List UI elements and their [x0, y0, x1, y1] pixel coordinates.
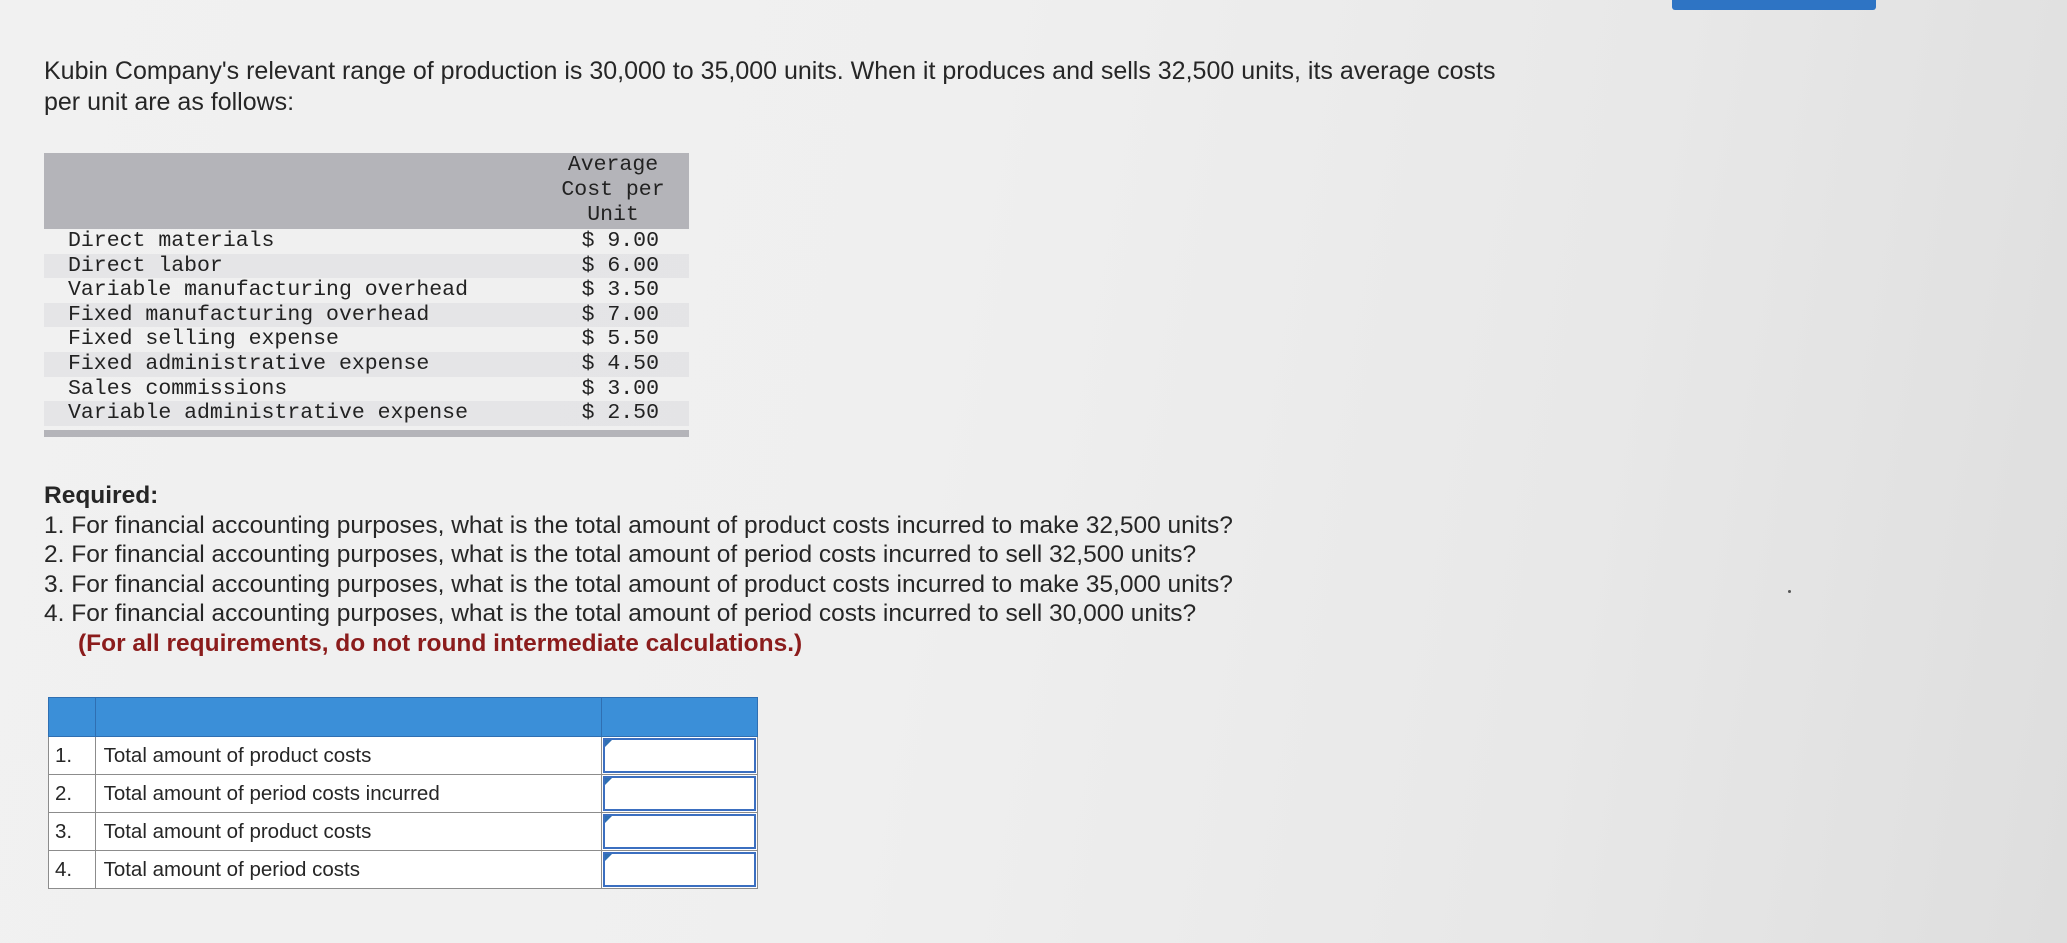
- table-row: [44, 401, 689, 426]
- cost-label: Variable administrative expense: [68, 401, 468, 426]
- answer-table-header: [49, 698, 758, 737]
- average-cost-column-header: Average Cost per Unit: [561, 153, 665, 227]
- problem-intro: [44, 56, 1584, 118]
- cost-label: Fixed administrative expense: [68, 351, 430, 376]
- table-row: [44, 327, 689, 352]
- table-row: [49, 813, 758, 851]
- required-item-2: 2. For financial accounting purposes, what is the total amount of period costs incurred to sell 32,500 units?: [44, 541, 1197, 568]
- period-costs-32500-input[interactable]: [603, 776, 756, 811]
- intro-line-2: per unit are as follows:: [44, 88, 295, 116]
- answer-row-label: Total amount of product costs: [95, 737, 601, 775]
- cost-label: Fixed manufacturing overhead: [68, 302, 430, 327]
- answer-row-number: 4.: [49, 851, 96, 889]
- cost-table-header: [44, 153, 689, 229]
- cost-label: Fixed selling expense: [68, 327, 339, 352]
- table-row: [44, 303, 689, 328]
- table-row: [44, 278, 689, 303]
- table-row: [49, 737, 758, 775]
- answer-row-label: Total amount of product costs: [95, 813, 601, 851]
- cost-value: $ 7.00: [581, 302, 659, 327]
- table-row: [44, 352, 689, 377]
- answer-row-label: Total amount of period costs incurred: [95, 775, 601, 813]
- required-item-4: 4. For financial accounting purposes, what is the total amount of period costs incurred to sell 30,000 units?: [44, 600, 1197, 627]
- table-row: [49, 851, 758, 889]
- answer-row-number: 3.: [49, 813, 96, 851]
- average-cost-table: [44, 153, 689, 437]
- product-costs-32500-input[interactable]: [603, 738, 756, 773]
- cost-label: Direct materials: [68, 229, 275, 253]
- table-row: [44, 377, 689, 402]
- cost-label: Variable manufacturing overhead: [68, 278, 468, 303]
- period-costs-30000-input[interactable]: [603, 852, 756, 887]
- required-section: [44, 481, 1444, 658]
- answer-row-number: 1.: [49, 737, 96, 775]
- cost-value: $ 5.50: [581, 327, 659, 352]
- table-row: [44, 254, 689, 279]
- rounding-note: (For all requirements, do not round intermediate calculations.): [78, 629, 803, 657]
- cost-value: $ 3.50: [581, 278, 659, 303]
- cost-table-body: [44, 229, 689, 426]
- cost-value: $ 3.00: [581, 376, 659, 401]
- answer-table: [48, 697, 758, 889]
- answer-row-label: Total amount of period costs: [95, 851, 601, 889]
- table-row: [49, 775, 758, 813]
- table-row: [44, 229, 689, 254]
- cost-table-footer-rule: [44, 430, 689, 437]
- required-item-1: 1. For financial accounting purposes, what is the total amount of product costs incurred to make 32,500 units?: [44, 511, 1233, 539]
- cost-label: Direct labor: [68, 253, 223, 278]
- top-accent-bar: [1672, 0, 1876, 10]
- required-item-3: 3. For financial accounting purposes, what is the total amount of product costs incurred to make 35,000 units?: [44, 570, 1233, 598]
- answer-row-number: 2.: [49, 775, 96, 813]
- cost-label: Sales commissions: [68, 376, 288, 401]
- required-heading: Required:: [44, 482, 159, 509]
- cost-value: $ 6.00: [581, 253, 659, 278]
- cost-value: $ 9.00: [581, 229, 659, 253]
- intro-line-1: Kubin Company's relevant range of production is 30,000 to 35,000 units. When it produces and sells 32,500 units, its average costs: [44, 57, 1496, 85]
- product-costs-35000-input[interactable]: [603, 814, 756, 849]
- screen-speck: [1788, 590, 1791, 593]
- cost-value: $ 4.50: [581, 351, 659, 376]
- cost-value: $ 2.50: [581, 401, 659, 426]
